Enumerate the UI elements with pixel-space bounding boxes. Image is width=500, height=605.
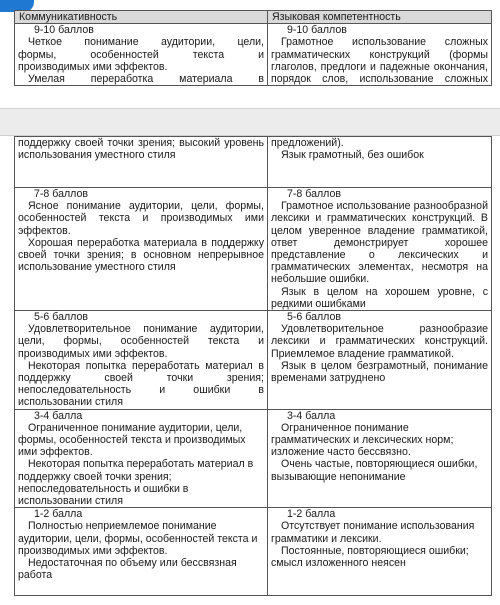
cell-text: Полностью неприемлемое понимание аудитории, цели, формы, особенностей текста и производимых ими эффектов. — [18, 520, 258, 557]
cell-text: Постоянные, повторяющиеся ошибки; смысл изложенного неясен — [271, 544, 469, 570]
cell-text: Грамотное использование сложных — [281, 36, 488, 49]
list-item — [18, 200, 264, 237]
text-line: глаголов, предлоги и падежные окончания, — [271, 60, 488, 73]
list-item — [18, 422, 264, 459]
list-item — [18, 557, 264, 581]
cell-text: Удовлетворительное понимание аудитории, цели, формы, особенностей текста и производимых ими эффектов. — [18, 323, 264, 360]
table-row — [15, 311, 492, 410]
score-label: 1-2 балла — [34, 508, 83, 521]
top-page-fragment — [0, 0, 500, 108]
cell-text: Язык в целом на хорошем уровне, с редкими ошибками — [271, 285, 488, 310]
cell-text: Очень частые, повторяющиеся ошибки, вызывающие непонимание — [271, 458, 478, 483]
cell-text: Ограниченное понимание аудитории, цели, формы, особенностей текста и производимых ими эффектов. — [18, 421, 246, 459]
cell-text: Умелая переработка материала в — [28, 73, 264, 86]
cell-communicativeness-910 — [15, 24, 268, 86]
criteria-table-bottom — [14, 136, 492, 596]
cell-language-34 — [268, 409, 492, 508]
list-item — [271, 286, 488, 310]
list-item — [18, 520, 264, 557]
list-item — [18, 323, 264, 360]
list-item — [271, 200, 488, 285]
list-item — [18, 458, 264, 507]
cell-communicativeness-910-cont — [15, 137, 268, 188]
list-item — [18, 360, 264, 409]
cell-text: Некоторая попытка переработать материал в поддержку своей точки зрения; непоследовательность и ошибки в использовании стиля — [18, 458, 254, 508]
text-line: грамматических конструкций (формы — [271, 48, 488, 61]
cell-communicativeness-12 — [15, 508, 268, 596]
cell-text: поддержку своей точки зрения; высокий уровень использования уместного стиля — [18, 137, 264, 162]
table-row — [15, 137, 492, 188]
bottom-page-fragment — [0, 136, 500, 605]
cell-text: Удовлетворительное разнообразие лексики и грамматических конструкций. Приемлемое владение грамматикой. — [271, 323, 488, 360]
cell-language-910-cont — [268, 137, 492, 188]
list-item — [271, 149, 488, 161]
cell-text: Ограниченное понимание грамматических и лексических норм; изложение часто бессвязно. — [271, 421, 454, 459]
cell-text: Хорошая переработка материала в поддержку своей точки зрения; в основном непрерывное использование уместного стиля — [18, 236, 264, 274]
cell-language-910 — [268, 24, 492, 86]
cell-communicativeness-34 — [15, 409, 268, 508]
score-label: 9-10 баллов — [34, 24, 94, 37]
text-line: производимых ими эффектов. — [18, 60, 168, 73]
score-label: 5-6 баллов — [287, 311, 341, 324]
list-item — [271, 36, 488, 48]
cell-text: Четкое понимание аудитории, цели, — [28, 36, 264, 49]
cell-text: Язык в целом безграмотный, понимание временами затруднено — [271, 359, 488, 385]
score-label: 7-8 баллов — [34, 188, 88, 200]
criteria-table-top — [14, 10, 492, 86]
text-line: формы, особенностей текста и — [18, 48, 264, 61]
list-item — [18, 73, 264, 85]
text-line: порядок слов, использование сложных — [271, 73, 488, 86]
cell-language-56 — [268, 311, 492, 410]
cell-text: Некоторая попытка переработать материал в поддержку своей точки зрения; непоследовательность и ошибки в использовании стиля — [18, 359, 264, 409]
list-item — [271, 545, 488, 569]
table-header-row — [15, 11, 492, 24]
header-communicativeness: Коммуникативность — [15, 11, 268, 24]
list-item — [271, 422, 488, 459]
score-label: 1-2 балла — [287, 508, 336, 521]
table-row — [15, 24, 492, 86]
score-label: 9-10 баллов — [287, 24, 347, 37]
cell-language-78 — [268, 188, 492, 311]
cell-text: Язык грамотный, без ошибок — [281, 149, 424, 162]
score-label: 5-6 баллов — [34, 311, 88, 324]
cell-communicativeness-78 — [15, 188, 268, 311]
list-item — [271, 458, 488, 482]
cell-communicativeness-56 — [15, 311, 268, 410]
score-label: 3-4 балла — [34, 409, 83, 422]
table-row — [15, 409, 492, 508]
list-item — [271, 360, 488, 384]
list-item — [18, 237, 264, 274]
cell-text: Недостаточная по объему или бессвязная работа — [18, 557, 237, 582]
page-gap — [0, 108, 500, 136]
table-row — [15, 508, 492, 596]
list-item — [271, 323, 488, 360]
header-language-competence: Языковая компетентность — [268, 11, 492, 24]
cell-language-12 — [268, 508, 492, 596]
cell-text: Ясное понимание аудитории, цели, формы, особенностей текста и производимых ими эффектов. — [18, 200, 264, 237]
cell-text: Отсутствует понимание использования грамматики и лексики. — [271, 520, 475, 545]
cell-text: Грамотное использование разнообразной лексики и грамматических конструкций. В целом уверенное владение грамматикой, ответ демонстрирует хорошее представление о лексических и грамматических элементах, несмотря на небольшие ошибки. — [271, 200, 488, 286]
score-label: 3-4 балла — [287, 409, 336, 422]
cell-text: предложений). — [271, 137, 344, 149]
score-label: 7-8 баллов — [287, 188, 341, 200]
list-item — [18, 36, 264, 48]
list-item — [271, 520, 488, 544]
table-row — [15, 188, 492, 311]
